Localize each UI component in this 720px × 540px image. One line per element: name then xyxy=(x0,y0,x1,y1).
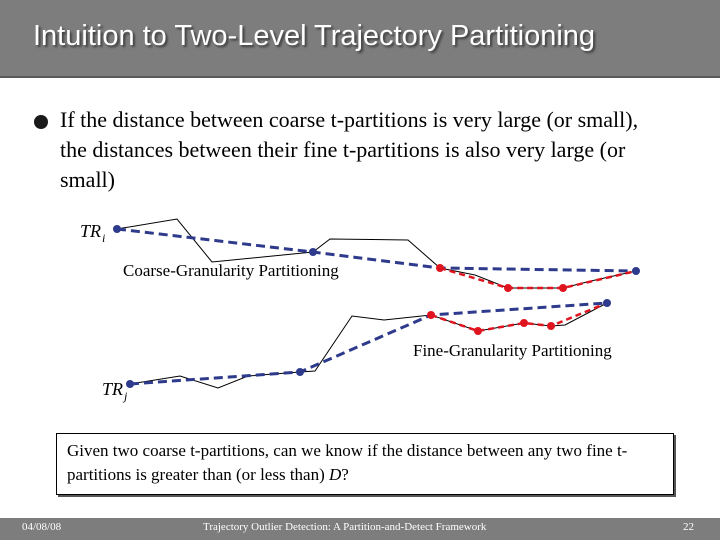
fine-point xyxy=(504,284,512,292)
question-end: ? xyxy=(341,465,349,484)
coarse-point xyxy=(309,248,317,256)
fine-point xyxy=(520,319,528,327)
fine-point xyxy=(427,311,435,319)
trajectory-j-subscript: j xyxy=(124,389,128,403)
question-text xyxy=(67,439,677,487)
slide-title: Intuition to Two-Level Trajectory Partitioning xyxy=(33,20,596,52)
trajectory-i-name: TR xyxy=(80,221,102,241)
footer-title: Trajectory Outlier Detection: A Partition-and-Detect Framework xyxy=(203,521,487,533)
coarse-partitioning-label: Coarse-Granularity Partitioning xyxy=(123,261,339,280)
fine-point xyxy=(547,322,555,330)
slide-number: 22 xyxy=(683,521,694,533)
question-box xyxy=(56,433,674,495)
fine-point xyxy=(559,284,567,292)
coarse-point xyxy=(632,267,640,275)
fine-point xyxy=(436,264,444,272)
coarse-point xyxy=(296,368,304,376)
coarse-point xyxy=(603,299,611,307)
footer-date: 04/08/08 xyxy=(22,521,62,533)
trajectory-j-label xyxy=(102,379,127,404)
question-main: Given two coarse t-partitions, can we know if the distance between any two fine t-partitions is greater than (or less than) xyxy=(67,441,628,484)
question-variable: D xyxy=(329,465,342,484)
trajectory-i-label xyxy=(80,221,105,246)
trajectory-i-subscript: i xyxy=(102,231,106,245)
fine-partitioning-label: Fine-Granularity Partitioning xyxy=(413,341,612,360)
trajectory-j-name: TR xyxy=(102,379,124,399)
fine-point xyxy=(474,327,482,335)
bullet-text: If the distance between coarse t-partitions is very large (or small), the distances between their fine t-partitions is also very large (or small) xyxy=(60,107,639,192)
coarse-point xyxy=(113,225,121,233)
